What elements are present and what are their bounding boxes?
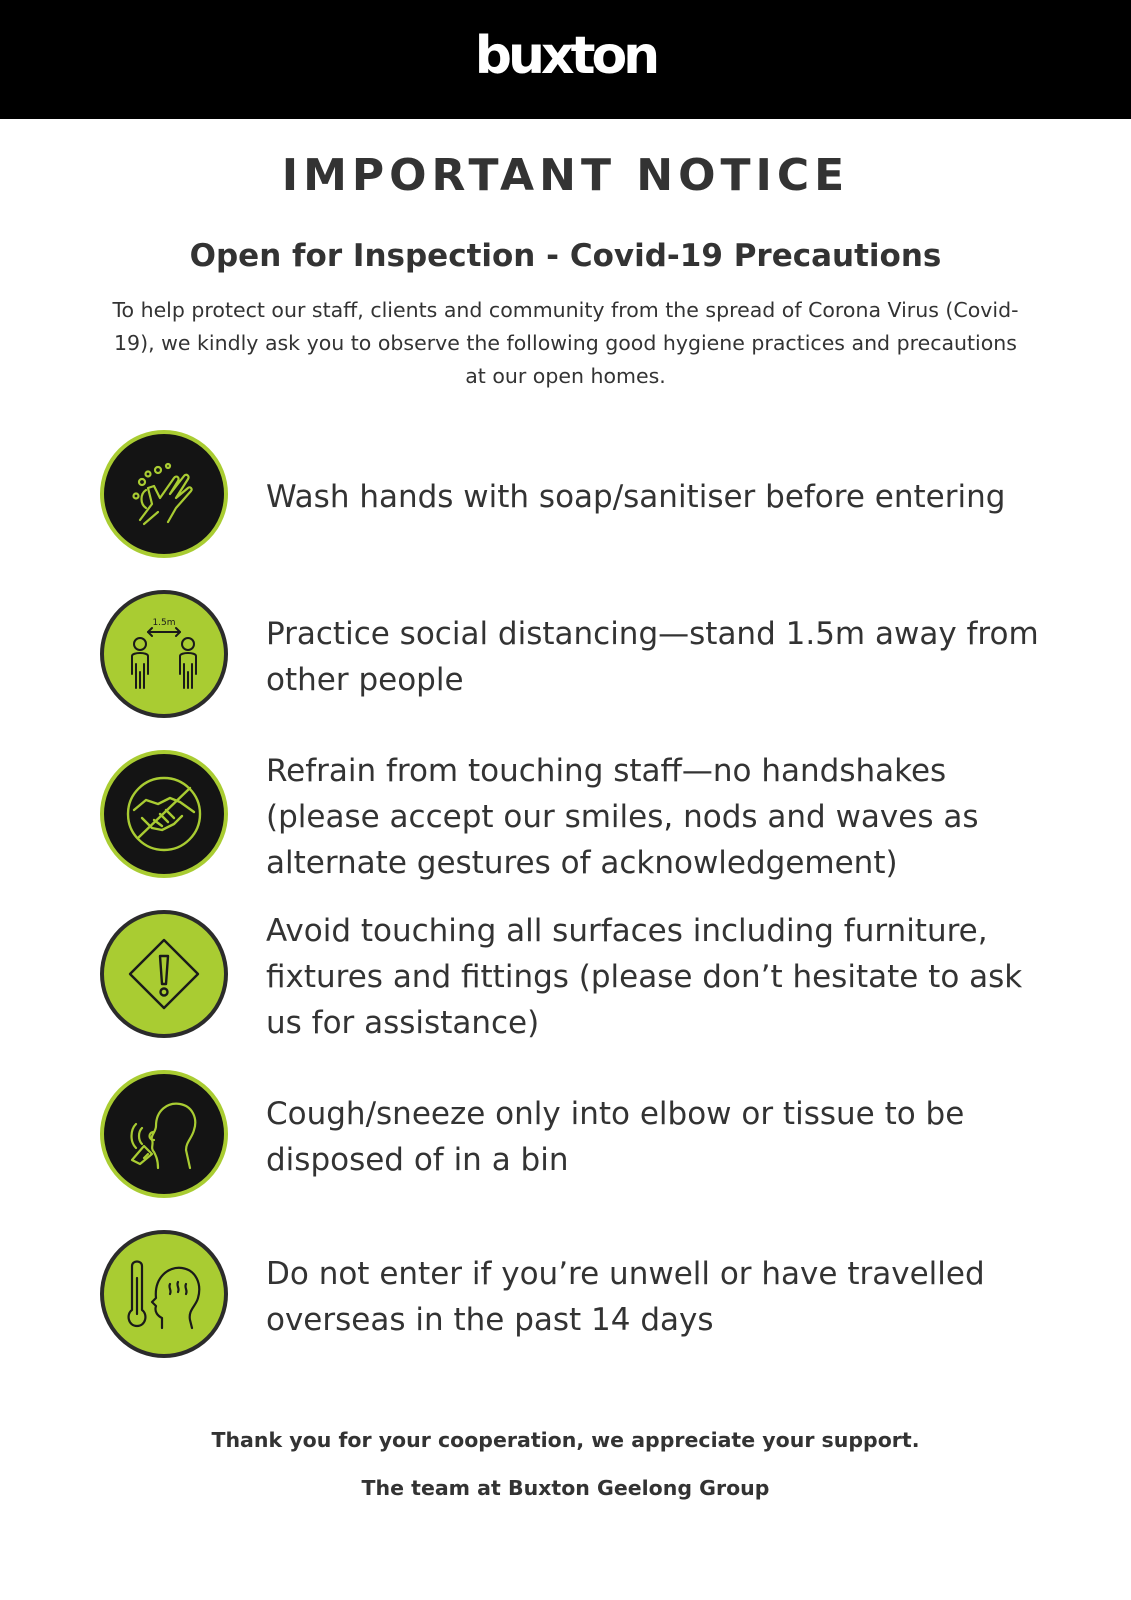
- no-handshake-icon: [100, 750, 228, 878]
- cough-icon: [100, 1070, 228, 1198]
- wash-hands-icon: [100, 430, 228, 558]
- page-subtitle: Open for Inspection - Covid-19 Precautions: [189, 238, 942, 274]
- warning-sign-icon: [100, 910, 228, 1038]
- buxton-logo: buxton: [474, 25, 657, 86]
- precaution-item-wash-hands: [100, 430, 1060, 564]
- distance-label: 1.5m: [152, 618, 176, 628]
- precaution-item-cough: [100, 1070, 1060, 1204]
- precaution-text: Do not enter if you’re unwell or have travelled overseas in the past 14 days: [266, 1256, 985, 1338]
- precaution-item-avoid-surfaces: [100, 910, 1060, 1044]
- precaution-text: Wash hands with soap/sanitiser before entering: [266, 479, 1006, 515]
- page-title: IMPORTANT NOTICE: [281, 150, 850, 201]
- signoff: The team at Buxton Geelong Group: [361, 1476, 770, 1500]
- precaution-text: Avoid touching all surfaces including furniture, fixtures and fittings (please don’t hesitate to ask us for assistance): [266, 913, 1023, 1041]
- fever-icon: [100, 1230, 228, 1358]
- precaution-item-unwell: [100, 1230, 1060, 1364]
- header-bar: [0, 0, 1131, 119]
- intro-paragraph: To help protect our staff, clients and community from the spread of Corona Virus (Covid-19), we kindly ask you to observe the following good hygiene practices and precautions at our open homes.: [112, 298, 1019, 388]
- precaution-text: Cough/sneeze only into elbow or tissue to be disposed of in a bin: [266, 1096, 965, 1178]
- precaution-item-no-handshakes: [100, 750, 1060, 884]
- precaution-text: Practice social distancing—stand 1.5m away from other people: [266, 616, 1039, 698]
- precaution-item-social-distancing: [100, 590, 1060, 724]
- social-distance-icon: [100, 590, 228, 718]
- precaution-text: Refrain from touching staff—no handshakes (please accept our smiles, nods and waves as alternate gestures of acknowledgement): [266, 753, 979, 881]
- thank-you-note: Thank you for your cooperation, we appreciate your support.: [211, 1428, 920, 1452]
